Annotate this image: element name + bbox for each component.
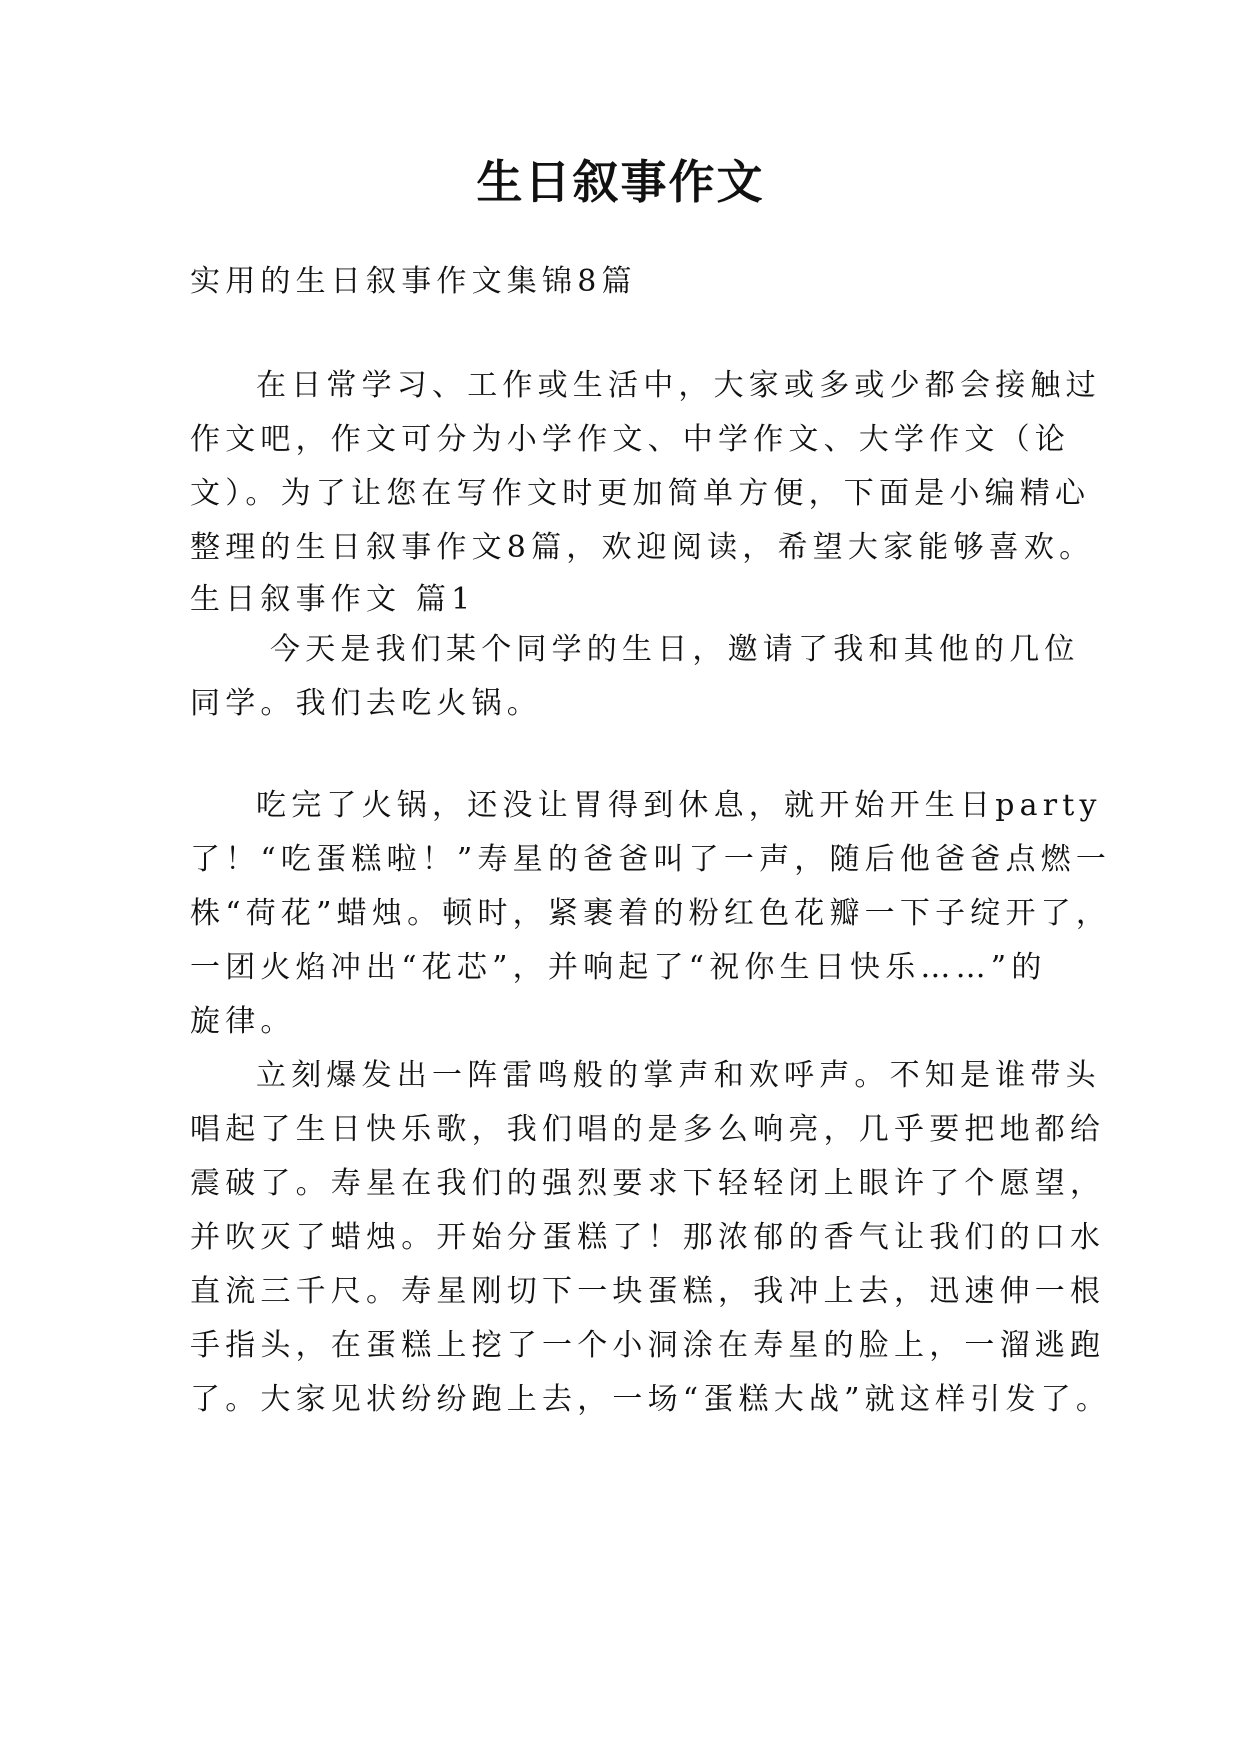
paragraph-line: 在日常学习、工作或生活中，大家或多或少都会接触过 [256, 368, 1101, 403]
paragraph-line: 吃完了火锅，还没让胃得到休息，就开始开生日party [256, 788, 1102, 823]
paragraph-line: 立刻爆发出一阵雷鸣般的掌声和欢呼声。不知是谁带头 [256, 1058, 1101, 1093]
document-title: 生日叙事作文 [476, 155, 765, 209]
paragraph-line: 整理的生日叙事作文8篇，欢迎阅读，希望大家能够喜欢。 [190, 530, 1095, 565]
paragraph-line: 同学。我们去吃火锅。 [190, 686, 542, 721]
paragraph-line: 手指头，在蛋糕上挖了一个小洞涂在寿星的脸上，一溜逃跑 [190, 1328, 1106, 1363]
paragraph-line: 了！“吃蛋糕啦！”寿星的爸爸叫了一声，随后他爸爸点燃一 [190, 842, 1112, 877]
paragraph-line: 并吹灭了蜡烛。开始分蛋糕了！那浓郁的香气让我们的口水 [190, 1220, 1106, 1255]
section-heading: 生日叙事作文 篇1 [190, 582, 476, 617]
paragraph-line: 今天是我们某个同学的生日，邀请了我和其他的几位 [270, 632, 1080, 667]
paragraph-line: 一团火焰冲出“花芯”，并响起了“祝你生日快乐……”的 [190, 950, 1047, 985]
paragraph-line: 震破了。寿星在我们的强烈要求下轻轻闭上眼许了个愿望， [190, 1166, 1106, 1201]
paragraph-line: 株“荷花”蜡烛。顿时，紧裹着的粉红色花瓣一下子绽开了， [190, 896, 1112, 931]
paragraph-line: 直流三千尺。寿星刚切下一块蛋糕，我冲上去，迅速伸一根 [190, 1274, 1106, 1309]
document-subtitle: 实用的生日叙事作文集锦8篇 [190, 264, 637, 299]
paragraph-line: 旋律。 [190, 1004, 296, 1039]
paragraph-line: 了。大家见状纷纷跑上去，一场“蛋糕大战”就这样引发了。 [190, 1382, 1112, 1417]
paragraph-line: 唱起了生日快乐歌，我们唱的是多么响亮，几乎要把地都给 [190, 1112, 1106, 1147]
paragraph-line: 文）。为了让您在写作文时更加简单方便，下面是小编精心 [190, 476, 1091, 511]
paragraph-line: 作文吧，作文可分为小学作文、中学作文、大学作文（论 [190, 422, 1070, 457]
